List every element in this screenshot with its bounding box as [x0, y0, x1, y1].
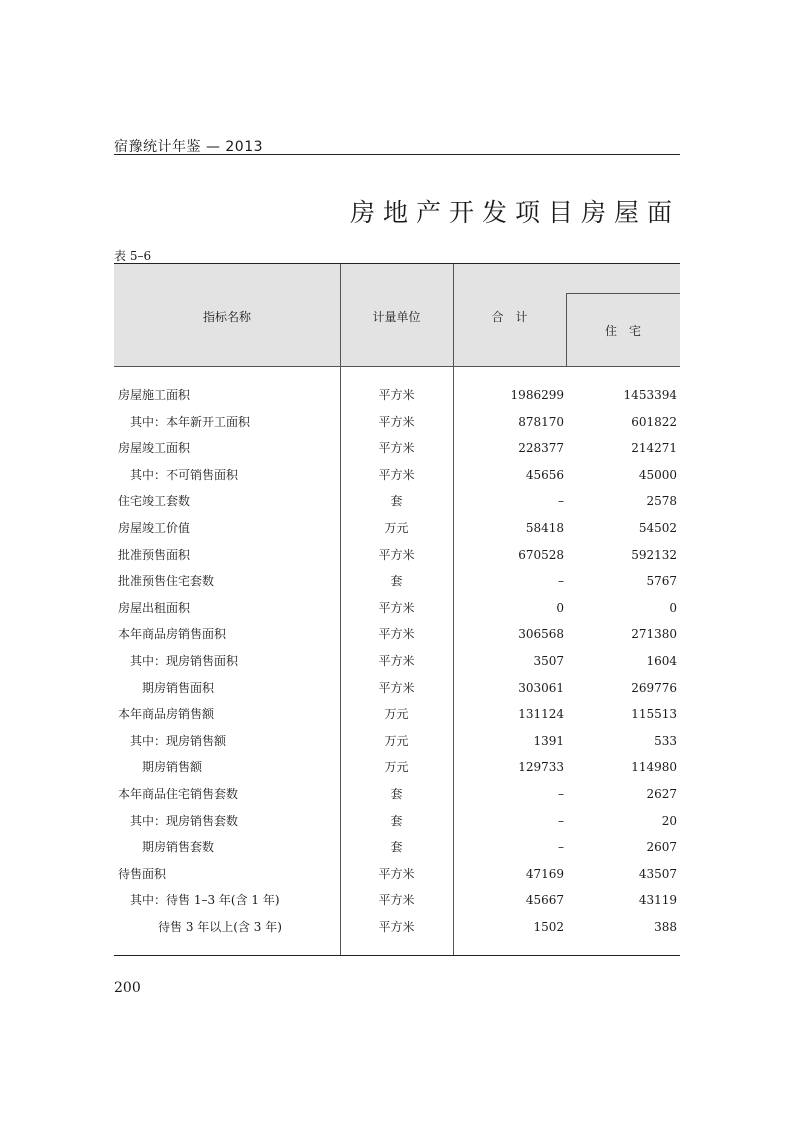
- row-unit: 平方米: [378, 680, 415, 695]
- row-name: 期房销售面积: [142, 680, 215, 695]
- table-row: [114, 914, 680, 940]
- table-row: [114, 542, 680, 568]
- row-name: 期房销售套数: [142, 840, 215, 855]
- row-unit: 平方米: [378, 547, 415, 562]
- row-unit: 平方米: [378, 654, 415, 668]
- row-total: 1502: [533, 920, 564, 934]
- row-residential: 1604: [646, 654, 677, 668]
- header-unit: 计量单位: [372, 310, 421, 324]
- row-total: 670528: [518, 547, 564, 562]
- table-row: [114, 834, 680, 860]
- row-residential: 214271: [631, 441, 677, 456]
- row-total: –: [558, 813, 564, 828]
- page-number: 200: [114, 980, 141, 996]
- row-residential: 5767: [646, 574, 677, 589]
- row-total: 58418: [525, 521, 564, 535]
- row-name: 本年商品房销售面积: [118, 627, 227, 642]
- row-name: 其中：本年新开工面积: [130, 414, 251, 429]
- row-unit: 万元: [384, 707, 409, 722]
- row-residential: 43507: [638, 866, 677, 881]
- row-name: 其中：现房销售额: [130, 733, 227, 748]
- header-bottom-line: [114, 366, 680, 367]
- table-row: [114, 568, 680, 594]
- row-name: 房屋竣工面积: [118, 441, 191, 456]
- row-residential: 43119: [638, 893, 677, 908]
- running-head: 宿豫统计年鉴 — 2013: [114, 139, 264, 155]
- table-row: [114, 861, 680, 887]
- row-total: 1986299: [510, 388, 564, 402]
- row-unit: 平方米: [378, 866, 415, 881]
- table-row: [114, 462, 680, 488]
- row-residential: 45000: [638, 467, 677, 482]
- row-name: 房屋施工面积: [118, 388, 191, 402]
- row-name: 住宅竣工套数: [118, 494, 191, 509]
- table-row: [114, 648, 680, 674]
- row-total: 45656: [525, 467, 564, 482]
- table-row: [114, 808, 680, 834]
- row-unit: 套: [390, 840, 403, 855]
- table-row: [114, 409, 680, 435]
- table-row: [114, 595, 680, 621]
- table-row: [114, 382, 680, 408]
- row-residential: 533: [654, 733, 677, 748]
- row-total: 878170: [518, 414, 564, 429]
- row-unit: 平方米: [378, 388, 415, 402]
- table-row: [114, 488, 680, 514]
- table-row: [114, 887, 680, 913]
- row-total: 3507: [533, 654, 564, 668]
- row-residential: 388: [654, 920, 677, 934]
- row-unit: 套: [390, 813, 403, 828]
- row-unit: 万元: [384, 521, 409, 535]
- row-residential: 2607: [646, 840, 677, 855]
- row-unit: 套: [390, 574, 403, 589]
- row-name: 本年商品房销售额: [118, 707, 215, 722]
- row-total: 306568: [518, 627, 564, 642]
- table-row: [114, 781, 680, 807]
- row-total: 47169: [525, 866, 564, 881]
- page-title: 房地产开发项目房屋面: [349, 198, 680, 227]
- row-total: 129733: [518, 760, 564, 775]
- row-unit: 万元: [384, 760, 409, 775]
- row-name: 批准预售住宅套数: [118, 574, 215, 589]
- row-total: 228377: [518, 441, 564, 456]
- row-unit: 平方米: [378, 920, 415, 934]
- header-rule: [114, 154, 680, 155]
- row-residential: 269776: [631, 680, 677, 695]
- row-unit: 万元: [384, 733, 409, 748]
- header-name: 指标名称: [202, 310, 251, 324]
- row-name: 待售 3 年以上(含 3 年): [158, 920, 282, 934]
- row-total: –: [558, 574, 564, 589]
- header-total: 合 计: [491, 310, 528, 324]
- row-name: 待售面积: [118, 866, 167, 881]
- row-unit: 平方米: [378, 600, 415, 615]
- row-residential: 601822: [631, 414, 677, 429]
- row-unit: 平方米: [378, 414, 415, 429]
- row-name: 其中：现房销售面积: [130, 654, 239, 668]
- row-unit: 套: [390, 787, 403, 801]
- header-residential: 住 宅: [604, 324, 641, 338]
- row-total: 303061: [518, 680, 564, 695]
- table-row: [114, 754, 680, 780]
- row-total: 131124: [518, 707, 564, 722]
- row-residential: 115513: [631, 707, 677, 722]
- row-residential: 114980: [631, 760, 677, 775]
- data-table: [114, 263, 680, 956]
- row-unit: 平方米: [378, 467, 415, 482]
- row-name: 房屋出租面积: [118, 600, 191, 615]
- row-name: 批准预售面积: [118, 547, 191, 562]
- row-unit: 平方米: [378, 893, 415, 908]
- table-bottom-rule: [114, 955, 680, 956]
- row-unit: 平方米: [378, 441, 415, 456]
- row-unit: 平方米: [378, 627, 415, 642]
- table-row: [114, 621, 680, 647]
- row-name: 房屋竣工价值: [118, 521, 191, 535]
- row-name: 本年商品住宅销售套数: [118, 787, 239, 801]
- row-residential: 2578: [646, 494, 677, 509]
- table-row: [114, 675, 680, 701]
- row-residential: 2627: [646, 787, 677, 801]
- row-total: –: [558, 787, 564, 801]
- row-residential: 0: [669, 600, 677, 615]
- row-total: –: [558, 840, 564, 855]
- row-name: 期房销售额: [142, 760, 203, 775]
- row-name: 其中：现房销售套数: [130, 813, 239, 828]
- row-name: 其中：待售 1–3 年(含 1 年): [130, 893, 280, 908]
- row-total: 45667: [525, 893, 564, 908]
- row-name: 其中：不可销售面积: [130, 467, 239, 482]
- table-label: 表 5–6: [114, 249, 152, 263]
- header-subdivider-line: [566, 293, 680, 294]
- table-row: [114, 728, 680, 754]
- row-total: –: [558, 494, 564, 509]
- table-row: [114, 515, 680, 541]
- table-row: [114, 701, 680, 727]
- row-total: 0: [556, 600, 564, 615]
- row-unit: 套: [390, 494, 403, 509]
- row-residential: 271380: [631, 627, 677, 642]
- row-residential: 20: [661, 813, 677, 828]
- row-residential: 1453394: [623, 388, 677, 402]
- table-row: [114, 435, 680, 461]
- row-residential: 592132: [631, 547, 677, 562]
- row-residential: 54502: [638, 521, 677, 535]
- row-total: 1391: [533, 733, 564, 748]
